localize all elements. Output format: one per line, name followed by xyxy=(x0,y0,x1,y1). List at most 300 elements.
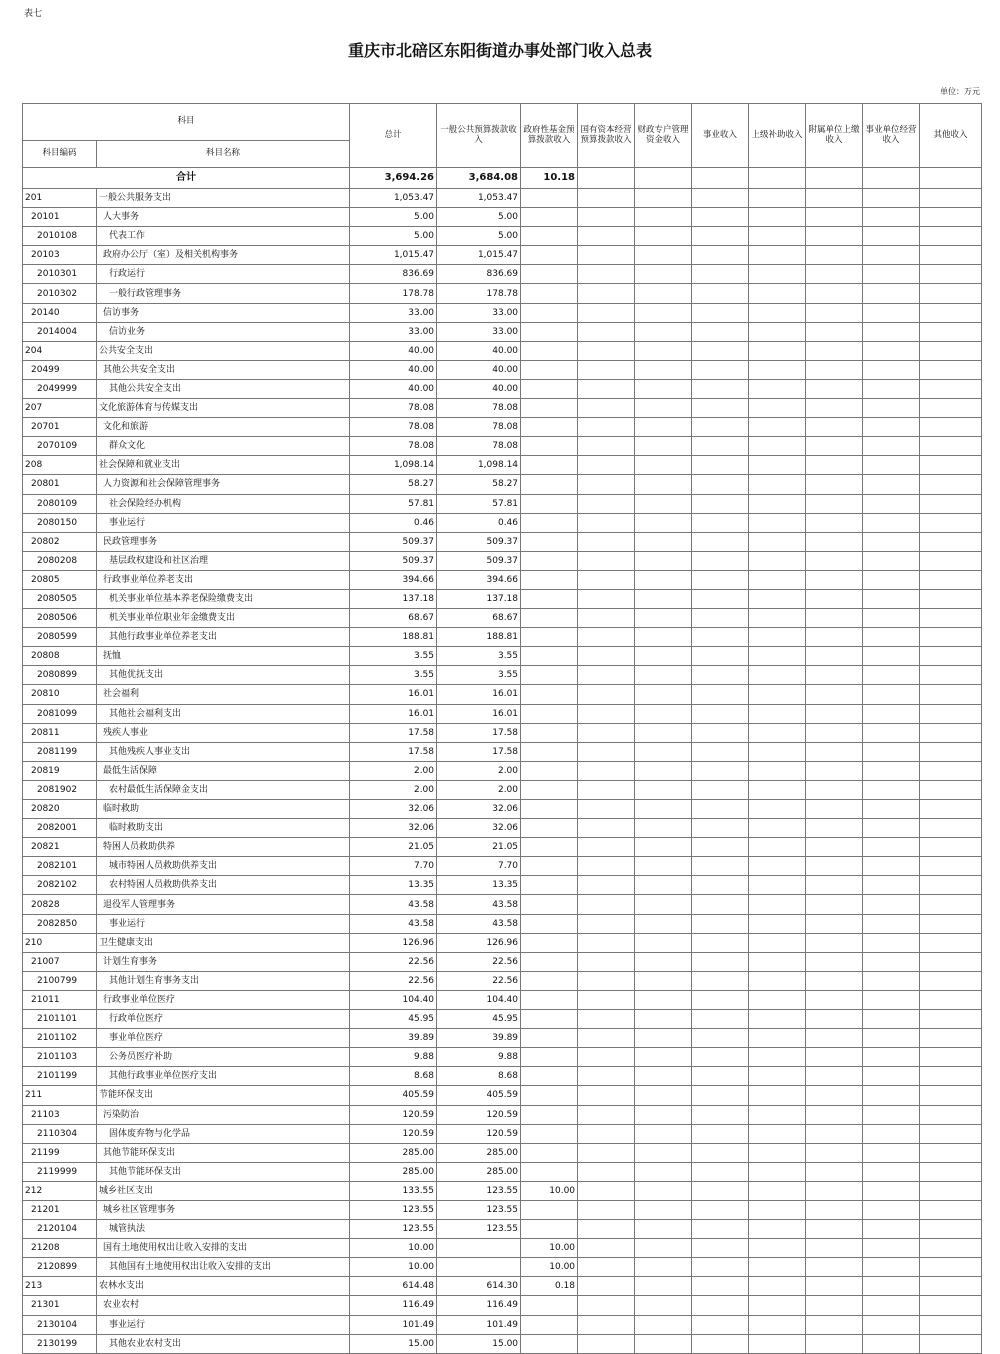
general-budget-cell: 123.55 xyxy=(437,1220,521,1239)
subject-code-cell: 20819 xyxy=(23,761,97,780)
gov-fund-cell xyxy=(521,1220,578,1239)
empty-cell xyxy=(578,742,635,761)
empty-cell xyxy=(806,494,863,513)
subject-name-cell: 其他社会福利支出 xyxy=(97,704,350,723)
empty-cell xyxy=(863,570,920,589)
empty-cell xyxy=(635,685,692,704)
empty-cell xyxy=(749,532,806,551)
empty-cell xyxy=(806,303,863,322)
total-cell: 0.46 xyxy=(350,513,437,532)
empty-cell xyxy=(692,1181,749,1200)
subject-name-cell: 其他公共安全支出 xyxy=(97,379,350,398)
empty-cell xyxy=(635,1048,692,1067)
empty-cell xyxy=(635,800,692,819)
subject-name-cell: 国有土地使用权出让收入安排的支出 xyxy=(97,1239,350,1258)
table-row xyxy=(23,551,982,570)
empty-cell xyxy=(635,1124,692,1143)
general-budget-cell: 7.70 xyxy=(437,857,521,876)
table-row xyxy=(23,1067,982,1086)
empty-cell xyxy=(806,685,863,704)
empty-cell xyxy=(749,933,806,952)
empty-cell xyxy=(692,1029,749,1048)
empty-cell xyxy=(692,628,749,647)
subject-code-cell: 2080599 xyxy=(23,628,97,647)
header-total: 总计 xyxy=(350,104,437,168)
empty-cell xyxy=(578,1200,635,1219)
empty-cell xyxy=(863,1029,920,1048)
empty-cell xyxy=(635,952,692,971)
total-cell: 8.68 xyxy=(350,1067,437,1086)
empty-cell xyxy=(749,360,806,379)
general-budget-cell: 614.30 xyxy=(437,1277,521,1296)
gov-fund-cell xyxy=(521,1029,578,1048)
empty-cell xyxy=(806,933,863,952)
empty-cell xyxy=(749,876,806,895)
empty-cell xyxy=(749,895,806,914)
empty-cell xyxy=(635,360,692,379)
empty-cell xyxy=(863,761,920,780)
empty-cell xyxy=(863,1048,920,1067)
empty-cell xyxy=(920,990,982,1009)
header-subject: 科目 xyxy=(23,104,350,141)
empty-cell xyxy=(578,780,635,799)
subject-code-cell: 201 xyxy=(23,189,97,208)
empty-cell xyxy=(806,1296,863,1315)
header-fiscal-special: 财政专户管理资金收入 xyxy=(635,104,692,168)
empty-cell xyxy=(635,551,692,570)
empty-cell xyxy=(578,1029,635,1048)
empty-cell xyxy=(578,952,635,971)
gov-fund-cell xyxy=(521,838,578,857)
empty-cell xyxy=(920,1048,982,1067)
empty-cell xyxy=(920,437,982,456)
total-cell: 32.06 xyxy=(350,800,437,819)
gov-fund-cell xyxy=(521,780,578,799)
total-cell: 5.00 xyxy=(350,227,437,246)
subject-code-cell: 21007 xyxy=(23,952,97,971)
total-cell: 104.40 xyxy=(350,990,437,1009)
subject-code-cell: 207 xyxy=(23,399,97,418)
subject-name-cell: 信访业务 xyxy=(97,322,350,341)
gov-fund-cell xyxy=(521,589,578,608)
empty-cell xyxy=(749,494,806,513)
empty-cell xyxy=(863,857,920,876)
empty-cell xyxy=(920,189,982,208)
empty-cell xyxy=(635,418,692,437)
general-budget-cell: 33.00 xyxy=(437,322,521,341)
gov-fund-cell xyxy=(521,1124,578,1143)
general-budget-cell: 8.68 xyxy=(437,1067,521,1086)
gov-fund-cell xyxy=(521,303,578,322)
total-cell: 1,053.47 xyxy=(350,189,437,208)
empty-cell xyxy=(920,1200,982,1219)
empty-cell xyxy=(749,1010,806,1029)
empty-cell xyxy=(635,1029,692,1048)
gov-fund-cell xyxy=(521,628,578,647)
subject-name-cell: 残疾人事业 xyxy=(97,723,350,742)
gov-fund-cell xyxy=(521,723,578,742)
header-affiliated: 附属单位上缴收入 xyxy=(806,104,863,168)
empty-cell xyxy=(692,475,749,494)
table-row xyxy=(23,1239,982,1258)
empty-cell xyxy=(920,513,982,532)
empty-cell xyxy=(920,704,982,723)
page-title: 重庆市北碚区东阳街道办事处部门收入总表 xyxy=(347,41,652,60)
subject-name-cell: 事业单位医疗 xyxy=(97,1029,350,1048)
subject-code-cell: 2110304 xyxy=(23,1124,97,1143)
table-row xyxy=(23,208,982,227)
empty-cell xyxy=(749,1220,806,1239)
general-budget-cell: 40.00 xyxy=(437,341,521,360)
empty-cell xyxy=(749,723,806,742)
empty-cell xyxy=(749,265,806,284)
total-cell: 78.08 xyxy=(350,437,437,456)
empty-cell xyxy=(635,168,692,189)
empty-cell xyxy=(920,723,982,742)
total-cell: 9.88 xyxy=(350,1048,437,1067)
subject-name-cell: 临时救助支出 xyxy=(97,819,350,838)
table-row xyxy=(23,246,982,265)
table-number-label: 表七 xyxy=(24,9,43,19)
table-row xyxy=(23,341,982,360)
table-row xyxy=(23,1220,982,1239)
subject-name-cell: 一般公共服务支出 xyxy=(97,189,350,208)
total-cell: 15.00 xyxy=(350,1334,437,1353)
empty-cell xyxy=(863,1181,920,1200)
subject-code-cell: 20805 xyxy=(23,570,97,589)
empty-cell xyxy=(863,265,920,284)
empty-cell xyxy=(692,189,749,208)
subject-code-cell: 2130199 xyxy=(23,1334,97,1353)
empty-cell xyxy=(749,227,806,246)
empty-cell xyxy=(749,1296,806,1315)
empty-cell xyxy=(920,1220,982,1239)
empty-cell xyxy=(749,513,806,532)
empty-cell xyxy=(692,303,749,322)
general-budget-cell: 137.18 xyxy=(437,589,521,608)
empty-cell xyxy=(692,399,749,418)
subject-name-cell: 抚恤 xyxy=(97,647,350,666)
empty-cell xyxy=(863,551,920,570)
empty-cell xyxy=(863,494,920,513)
header-name: 科目名称 xyxy=(97,141,350,168)
subject-name-cell: 行政事业单位医疗 xyxy=(97,990,350,1009)
subject-name-cell: 农村特困人员救助供养支出 xyxy=(97,876,350,895)
subject-name-cell: 其他行政事业单位养老支出 xyxy=(97,628,350,647)
empty-cell xyxy=(578,494,635,513)
table-row xyxy=(23,360,982,379)
table-row xyxy=(23,1010,982,1029)
empty-cell xyxy=(635,494,692,513)
table-row xyxy=(23,1334,982,1353)
total-cell: 22.56 xyxy=(350,952,437,971)
empty-cell xyxy=(578,685,635,704)
table-row xyxy=(23,971,982,990)
total-cell: 101.49 xyxy=(350,1315,437,1334)
empty-cell xyxy=(635,1315,692,1334)
empty-cell xyxy=(863,513,920,532)
subject-code-cell: 2120104 xyxy=(23,1220,97,1239)
gov-fund-cell xyxy=(521,494,578,513)
empty-cell xyxy=(635,780,692,799)
subject-name-cell: 其他优抚支出 xyxy=(97,666,350,685)
empty-cell xyxy=(578,189,635,208)
empty-cell xyxy=(578,1105,635,1124)
subject-name-cell: 人力资源和社会保障管理事务 xyxy=(97,475,350,494)
empty-cell xyxy=(635,227,692,246)
gov-fund-cell xyxy=(521,1067,578,1086)
header-superior-subsidy: 上级补助收入 xyxy=(749,104,806,168)
total-cell: 43.58 xyxy=(350,895,437,914)
empty-cell xyxy=(806,399,863,418)
empty-cell xyxy=(920,322,982,341)
empty-cell xyxy=(692,609,749,628)
empty-cell xyxy=(806,952,863,971)
empty-cell xyxy=(692,570,749,589)
table-row xyxy=(23,761,982,780)
empty-cell xyxy=(635,1105,692,1124)
table-row xyxy=(23,1124,982,1143)
table-row xyxy=(23,265,982,284)
general-budget-cell: 101.49 xyxy=(437,1315,521,1334)
gov-fund-cell xyxy=(521,532,578,551)
total-cell: 178.78 xyxy=(350,284,437,303)
general-budget-cell: 509.37 xyxy=(437,551,521,570)
subject-name-cell: 公务员医疗补助 xyxy=(97,1048,350,1067)
total-cell: 405.59 xyxy=(350,1086,437,1105)
empty-cell xyxy=(806,1105,863,1124)
gov-fund-cell xyxy=(521,1200,578,1219)
empty-cell xyxy=(863,437,920,456)
empty-cell xyxy=(749,780,806,799)
empty-cell xyxy=(692,589,749,608)
subject-name-cell: 固体废弃物与化学品 xyxy=(97,1124,350,1143)
subject-code-cell: 2082001 xyxy=(23,819,97,838)
empty-cell xyxy=(578,475,635,494)
empty-cell xyxy=(578,609,635,628)
subject-code-cell: 20802 xyxy=(23,532,97,551)
total-cell: 10.00 xyxy=(350,1258,437,1277)
empty-cell xyxy=(806,914,863,933)
empty-cell xyxy=(578,933,635,952)
empty-cell xyxy=(692,990,749,1009)
empty-cell xyxy=(749,475,806,494)
table-row xyxy=(23,532,982,551)
empty-cell xyxy=(806,284,863,303)
empty-cell xyxy=(578,322,635,341)
table-row xyxy=(23,857,982,876)
total-cell: 126.96 xyxy=(350,933,437,952)
general-budget-cell: 9.88 xyxy=(437,1048,521,1067)
table-row xyxy=(23,1048,982,1067)
empty-cell xyxy=(863,208,920,227)
general-budget-cell: 120.59 xyxy=(437,1105,521,1124)
empty-cell xyxy=(863,819,920,838)
header-business: 事业收入 xyxy=(692,104,749,168)
total-cell: 509.37 xyxy=(350,551,437,570)
empty-cell xyxy=(692,418,749,437)
general-budget-cell: 120.59 xyxy=(437,1124,521,1143)
subject-code-cell: 210 xyxy=(23,933,97,952)
empty-cell xyxy=(692,704,749,723)
empty-cell xyxy=(920,341,982,360)
total-cell: 2.00 xyxy=(350,761,437,780)
table-row xyxy=(23,723,982,742)
table-row xyxy=(23,1258,982,1277)
header-other: 其他收入 xyxy=(920,104,982,168)
total-label: 合计 xyxy=(23,168,350,189)
total-cell: 78.08 xyxy=(350,399,437,418)
empty-cell xyxy=(692,800,749,819)
general-budget-cell: 32.06 xyxy=(437,819,521,838)
empty-cell xyxy=(920,589,982,608)
empty-cell xyxy=(578,168,635,189)
empty-cell xyxy=(635,437,692,456)
subject-name-cell: 信访事务 xyxy=(97,303,350,322)
subject-code-cell: 20499 xyxy=(23,360,97,379)
empty-cell xyxy=(749,322,806,341)
empty-cell xyxy=(920,284,982,303)
empty-cell xyxy=(863,456,920,475)
subject-name-cell: 代表工作 xyxy=(97,227,350,246)
empty-cell xyxy=(635,246,692,265)
empty-cell xyxy=(920,1181,982,1200)
table-row xyxy=(23,418,982,437)
general-budget-cell: 57.81 xyxy=(437,494,521,513)
subject-code-cell: 2101199 xyxy=(23,1067,97,1086)
empty-cell xyxy=(578,532,635,551)
empty-cell xyxy=(692,1277,749,1296)
table-row xyxy=(23,1296,982,1315)
total-cell: 10.00 xyxy=(350,1239,437,1258)
general-budget-cell: 16.01 xyxy=(437,704,521,723)
empty-cell xyxy=(578,589,635,608)
empty-cell xyxy=(863,723,920,742)
general-budget-cell: 3.55 xyxy=(437,666,521,685)
empty-cell xyxy=(749,570,806,589)
empty-cell xyxy=(578,1181,635,1200)
subject-code-cell: 2081099 xyxy=(23,704,97,723)
subject-name-cell: 其他行政事业单位医疗支出 xyxy=(97,1067,350,1086)
general-budget-cell: 5.00 xyxy=(437,227,521,246)
empty-cell xyxy=(635,265,692,284)
empty-cell xyxy=(920,876,982,895)
subject-code-cell: 2081902 xyxy=(23,780,97,799)
general-budget-cell: 78.08 xyxy=(437,437,521,456)
empty-cell xyxy=(863,303,920,322)
subject-name-cell: 基层政权建设和社区治理 xyxy=(97,551,350,570)
empty-cell xyxy=(578,1086,635,1105)
empty-cell xyxy=(863,666,920,685)
empty-cell xyxy=(863,341,920,360)
empty-cell xyxy=(806,704,863,723)
empty-cell xyxy=(635,704,692,723)
gov-fund-cell xyxy=(521,418,578,437)
empty-cell xyxy=(749,1048,806,1067)
total-cell: 509.37 xyxy=(350,532,437,551)
gov-fund-cell xyxy=(521,1048,578,1067)
empty-cell xyxy=(749,838,806,857)
empty-cell xyxy=(863,189,920,208)
empty-cell xyxy=(920,1029,982,1048)
subject-code-cell: 21103 xyxy=(23,1105,97,1124)
table-row xyxy=(23,1143,982,1162)
gov-fund-cell xyxy=(521,800,578,819)
empty-cell xyxy=(920,570,982,589)
subject-name-cell: 其他残疾人事业支出 xyxy=(97,742,350,761)
subject-name-cell: 机关事业单位基本养老保险缴费支出 xyxy=(97,589,350,608)
empty-cell xyxy=(749,208,806,227)
empty-cell xyxy=(692,494,749,513)
empty-cell xyxy=(692,914,749,933)
empty-cell xyxy=(749,418,806,437)
empty-cell xyxy=(635,456,692,475)
empty-cell xyxy=(749,666,806,685)
empty-cell xyxy=(692,246,749,265)
header-general-budget: 一般公共预算拨款收入 xyxy=(437,104,521,168)
general-budget-cell xyxy=(437,1239,521,1258)
empty-cell xyxy=(863,1296,920,1315)
subject-code-cell: 21301 xyxy=(23,1296,97,1315)
total-cell: 1,098.14 xyxy=(350,456,437,475)
empty-cell xyxy=(806,265,863,284)
total-row xyxy=(23,168,982,189)
empty-cell xyxy=(749,341,806,360)
empty-cell xyxy=(806,322,863,341)
empty-cell xyxy=(920,1086,982,1105)
empty-cell xyxy=(578,1143,635,1162)
table-row xyxy=(23,1162,982,1181)
empty-cell xyxy=(578,208,635,227)
empty-cell xyxy=(692,838,749,857)
total-cell: 7.70 xyxy=(350,857,437,876)
subject-name-cell: 一般行政管理事务 xyxy=(97,284,350,303)
empty-cell xyxy=(863,1086,920,1105)
empty-cell xyxy=(749,399,806,418)
empty-cell xyxy=(806,1067,863,1086)
empty-cell xyxy=(578,341,635,360)
general-budget-cell: 188.81 xyxy=(437,628,521,647)
empty-cell xyxy=(692,952,749,971)
empty-cell xyxy=(863,1162,920,1181)
subject-code-cell: 20140 xyxy=(23,303,97,322)
total-cell: 32.06 xyxy=(350,819,437,838)
total-cell: 394.66 xyxy=(350,570,437,589)
gov-fund-cell xyxy=(521,1010,578,1029)
empty-cell xyxy=(578,1067,635,1086)
general-budget-cell: 39.89 xyxy=(437,1029,521,1048)
empty-cell xyxy=(578,1220,635,1239)
empty-cell xyxy=(863,838,920,857)
total-cell: 5.00 xyxy=(350,208,437,227)
table-row xyxy=(23,628,982,647)
empty-cell xyxy=(635,1086,692,1105)
empty-cell xyxy=(692,1048,749,1067)
gov-fund-cell xyxy=(521,246,578,265)
table-row xyxy=(23,933,982,952)
empty-cell xyxy=(920,952,982,971)
empty-cell xyxy=(806,971,863,990)
empty-cell xyxy=(749,456,806,475)
gov-fund-cell xyxy=(521,685,578,704)
empty-cell xyxy=(749,1181,806,1200)
subject-code-cell: 2049999 xyxy=(23,379,97,398)
total-fund: 10.18 xyxy=(521,168,578,189)
empty-cell xyxy=(635,1334,692,1353)
empty-cell xyxy=(920,971,982,990)
empty-cell xyxy=(749,1029,806,1048)
general-budget-cell: 45.95 xyxy=(437,1010,521,1029)
